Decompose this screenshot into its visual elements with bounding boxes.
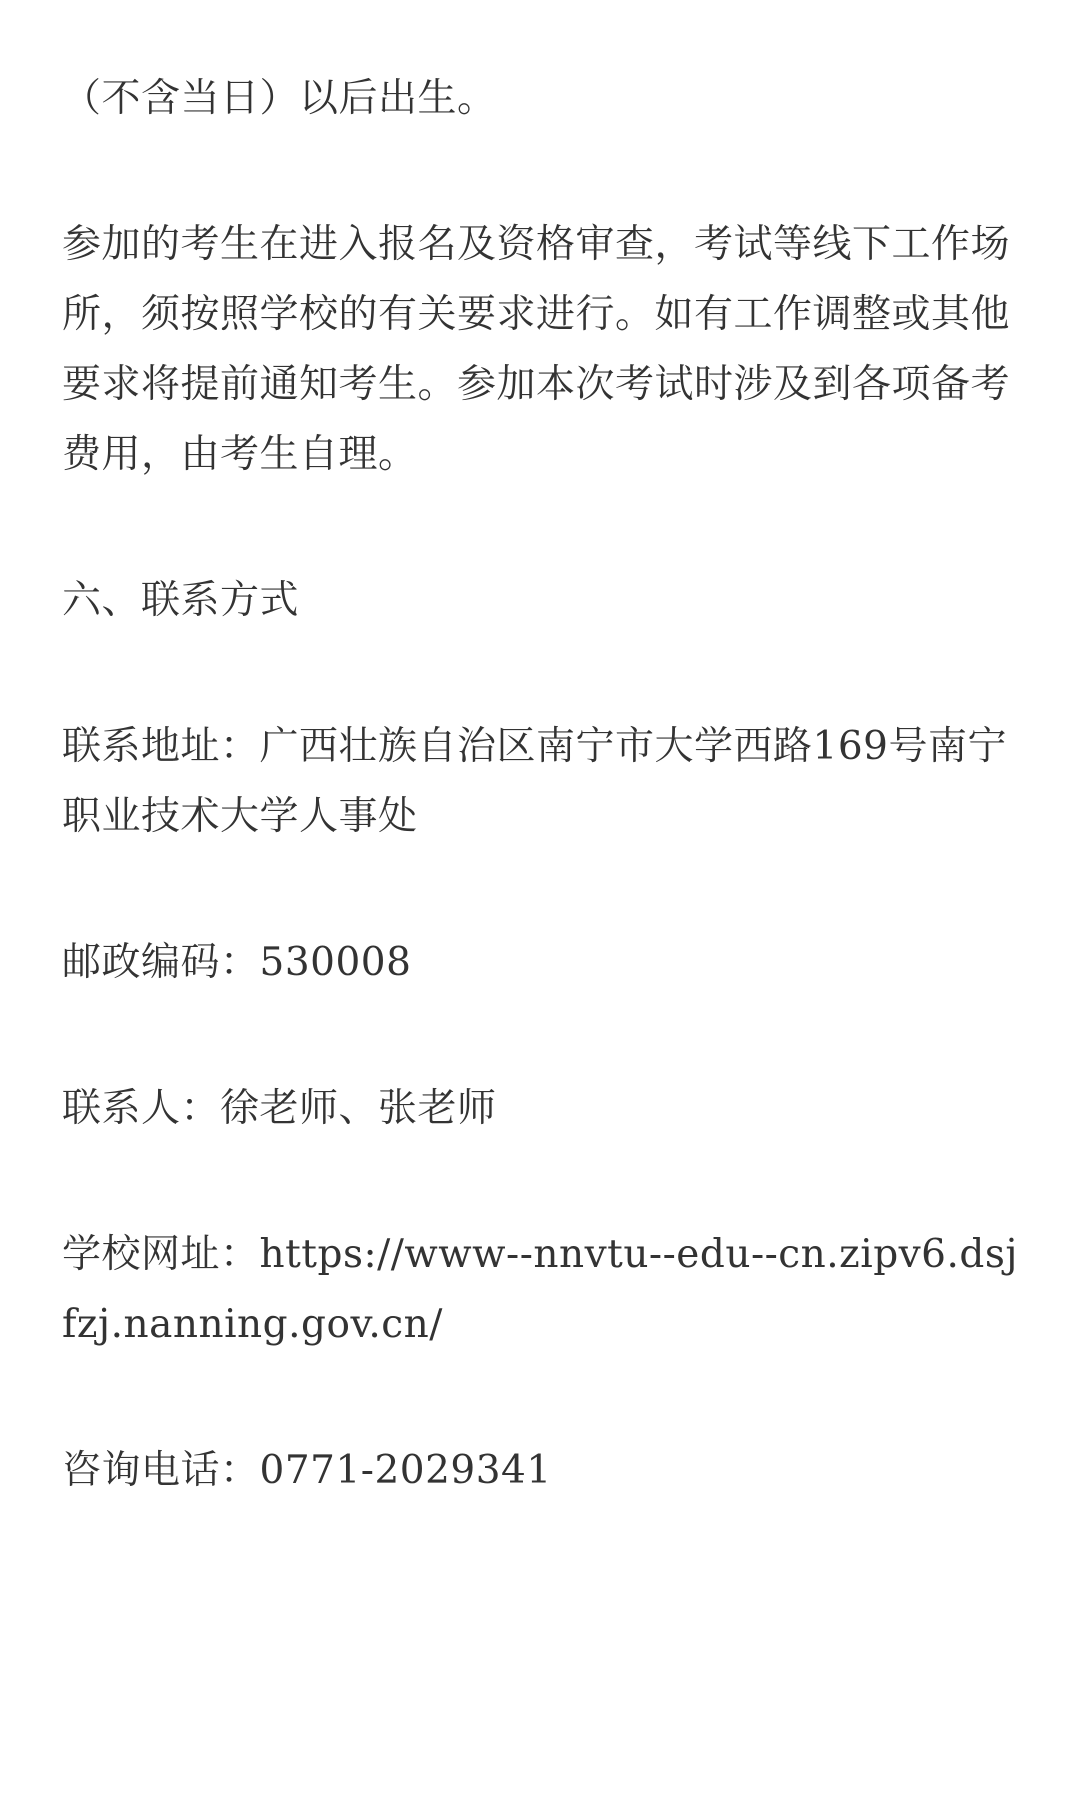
contact-person-value: 徐老师、张老师 bbox=[220, 1086, 497, 1131]
paragraph-gap bbox=[62, 852, 1022, 928]
contact-postcode-value: 530008 bbox=[259, 940, 412, 985]
paragraph-birth-requirement-tail: （不含当日）以后出生。 bbox=[62, 76, 497, 121]
contact-phone bbox=[62, 1436, 1022, 1506]
contact-website-label: 学校网址： bbox=[62, 1232, 260, 1277]
paragraph-gap bbox=[62, 134, 1022, 210]
section-heading-contact: 六、联系方式 bbox=[62, 578, 300, 623]
paragraph-gap bbox=[62, 1360, 1022, 1436]
paragraph-gap bbox=[62, 490, 1022, 566]
paragraph-exam-notice: 参加的考生在进入报名及资格审查，考试等线下工作场所，须按照学校的有关要求进行。如有工作调整或其他要求将提前通知考生。参加本次考试时涉及到各项备考费用，由考生自理。 bbox=[62, 222, 1011, 477]
contact-address-value: 广西壮族自治区南宁市大学西路169号南宁职业技术大学人事处 bbox=[62, 724, 1007, 839]
paragraph-gap bbox=[62, 998, 1022, 1074]
contact-address-label: 联系地址： bbox=[62, 724, 260, 769]
contact-person bbox=[62, 1074, 1022, 1144]
contact-address bbox=[62, 712, 1022, 852]
contact-postcode-label: 邮政编码： bbox=[62, 940, 260, 985]
article-body bbox=[62, 0, 1022, 1506]
contact-phone-value: 0771-2029341 bbox=[259, 1448, 552, 1493]
contact-phone-label: 咨询电话： bbox=[62, 1448, 260, 1493]
contact-website-link[interactable]: https://www--nnvtu--edu--cn.zipv6.dsjfzj.nanning.gov.cn/ bbox=[62, 1232, 1018, 1347]
contact-person-label: 联系人： bbox=[62, 1086, 221, 1131]
contact-postcode bbox=[62, 928, 1022, 998]
contact-website bbox=[62, 1220, 1022, 1360]
paragraph-gap bbox=[62, 1144, 1022, 1220]
paragraph-gap bbox=[62, 636, 1022, 712]
